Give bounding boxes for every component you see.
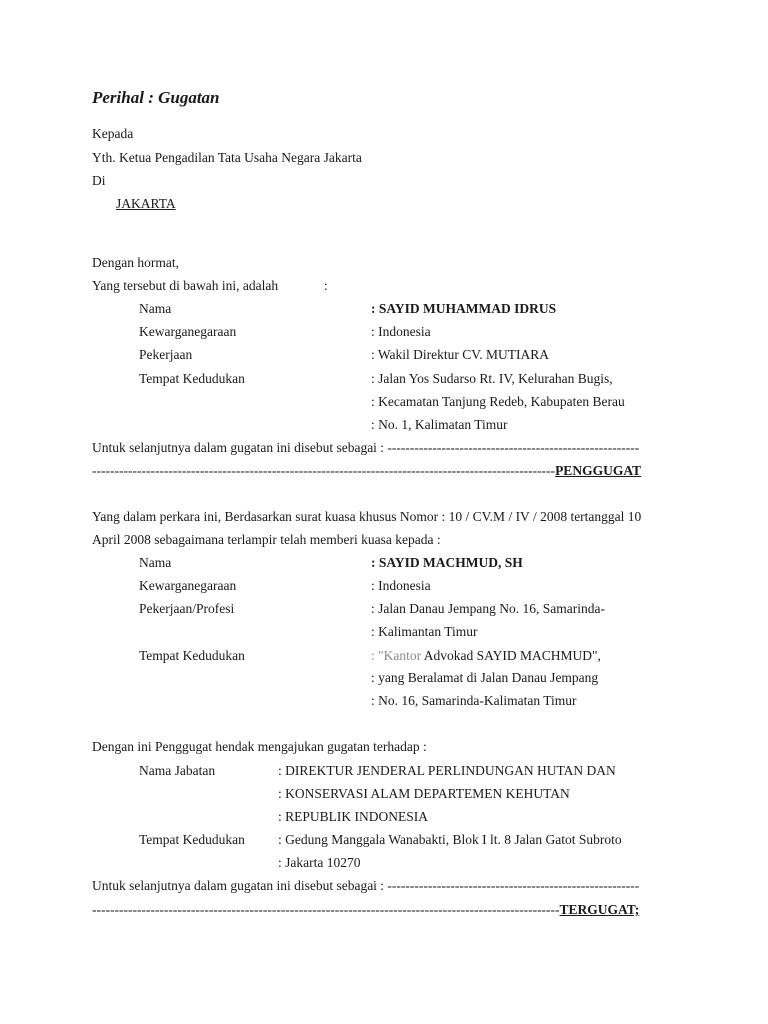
plaintiff-address-line1: : Jalan Yos Sudarso Rt. IV, Kelurahan Bugis, xyxy=(371,371,613,386)
plaintiff-designation-line1: Untuk selanjutnya dalam gugatan ini disebut sebagai : -------------------------------------------------------- xyxy=(92,440,640,455)
intro-text: Yang tersebut di bawah ini, adalah xyxy=(92,278,279,293)
plaintiff-nationality-value: : Indonesia xyxy=(371,324,431,339)
attorney-address-line1-rest: Advokad SAYID MACHMUD", xyxy=(423,648,601,663)
address-at: Di xyxy=(92,173,106,188)
plaintiff-designation-line2 xyxy=(92,463,641,479)
defendant-designation-line1: Untuk selanjutnya dalam gugatan ini disebut sebagai : -------------------------------------------------------- xyxy=(92,878,640,893)
power-of-attorney-line2: April 2008 sebagaimana terlampir telah memberi kuasa kepada : xyxy=(92,532,441,547)
attorney-address-line3: : No. 16, Samarinda-Kalimatan Timur xyxy=(371,693,577,708)
defendant-address-line2: : Jakarta 10270 xyxy=(278,855,361,870)
defendant-address-line1: : Gedung Manggala Wanabakti, Blok I lt. 8 Jalan Gatot Subroto xyxy=(278,832,622,847)
defendant-position-line2: : KONSERVASI ALAM DEPARTEMEN KEHUTAN xyxy=(278,786,570,801)
power-of-attorney-text: Yang dalam perkara ini, Berdasarkan surat kuasa khusus Nomor : xyxy=(92,509,446,524)
plaintiff-designation-label: PENGGUGAT xyxy=(555,463,642,478)
dash-rule: ------------------------------------------------------------------------------------------------------- xyxy=(92,463,556,478)
address-to: Kepada xyxy=(92,126,134,141)
attorney-job-label: Pekerjaan/Profesi xyxy=(139,601,235,616)
attorney-job-line2: : Kalimantan Timur xyxy=(371,624,478,639)
plaintiff-job-value: : Wakil Direktur CV. MUTIARA xyxy=(371,347,550,362)
plaintiff-address-line3: : No. 1, Kalimatan Timur xyxy=(371,417,508,432)
attorney-nationality-value: : Indonesia xyxy=(371,578,431,593)
attorney-name-label: Nama xyxy=(139,555,172,570)
document-subject: Perihal : Gugatan xyxy=(92,88,220,107)
dash-rule: -------------------------------------------------------------------------------------------------------- xyxy=(92,902,560,917)
defendant-position-line1: : DIREKTUR JENDERAL PERLINDUNGAN HUTAN DAN xyxy=(278,763,616,778)
intro-colon: : xyxy=(324,278,328,293)
plaintiff-name-value: : SAYID MUHAMMAD IDRUS xyxy=(371,301,557,316)
defendant-position-label: Nama Jabatan xyxy=(139,763,216,778)
lawsuit-intro: Dengan ini Penggugat hendak mengajukan gugatan terhadap : xyxy=(92,739,427,754)
attorney-address-prefix: : "Kantor xyxy=(371,648,422,663)
attorney-address-label: Tempat Kedudukan xyxy=(139,648,245,663)
defendant-position-line3: : REPUBLIK INDONESIA xyxy=(278,809,428,824)
plaintiff-name-label: Nama xyxy=(139,301,172,316)
power-of-attorney-number: 10 / CV.M / IV / 2008 tertanggal 10 xyxy=(448,509,642,524)
greeting: Dengan hormat, xyxy=(92,255,179,270)
defendant-address-label: Tempat Kedudukan xyxy=(139,832,245,847)
plaintiff-address-line2: : Kecamatan Tanjung Redeb, Kabupaten Berau xyxy=(371,394,625,409)
attorney-job-line1: : Jalan Danau Jempang No. 16, Samarinda- xyxy=(371,601,605,616)
address-city: JAKARTA xyxy=(116,196,176,211)
attorney-address-line2: : yang Beralamat di Jalan Danau Jempang xyxy=(371,670,599,685)
power-of-attorney-line1 xyxy=(92,509,641,525)
attorney-name-value: : SAYID MACHMUD, SH xyxy=(371,555,523,570)
defendant-designation-label: TERGUGAT; xyxy=(559,902,640,917)
plaintiff-nationality-label: Kewarganegaraan xyxy=(139,324,237,339)
attorney-nationality-label: Kewarganegaraan xyxy=(139,578,237,593)
plaintiff-job-label: Pekerjaan xyxy=(139,347,193,362)
plaintiff-address-label: Tempat Kedudukan xyxy=(139,371,245,386)
defendant-designation-line2 xyxy=(92,902,639,918)
address-recipient: Yth. Ketua Pengadilan Tata Usaha Negara Jakarta xyxy=(92,150,362,165)
attorney-address-line1 xyxy=(371,648,601,664)
